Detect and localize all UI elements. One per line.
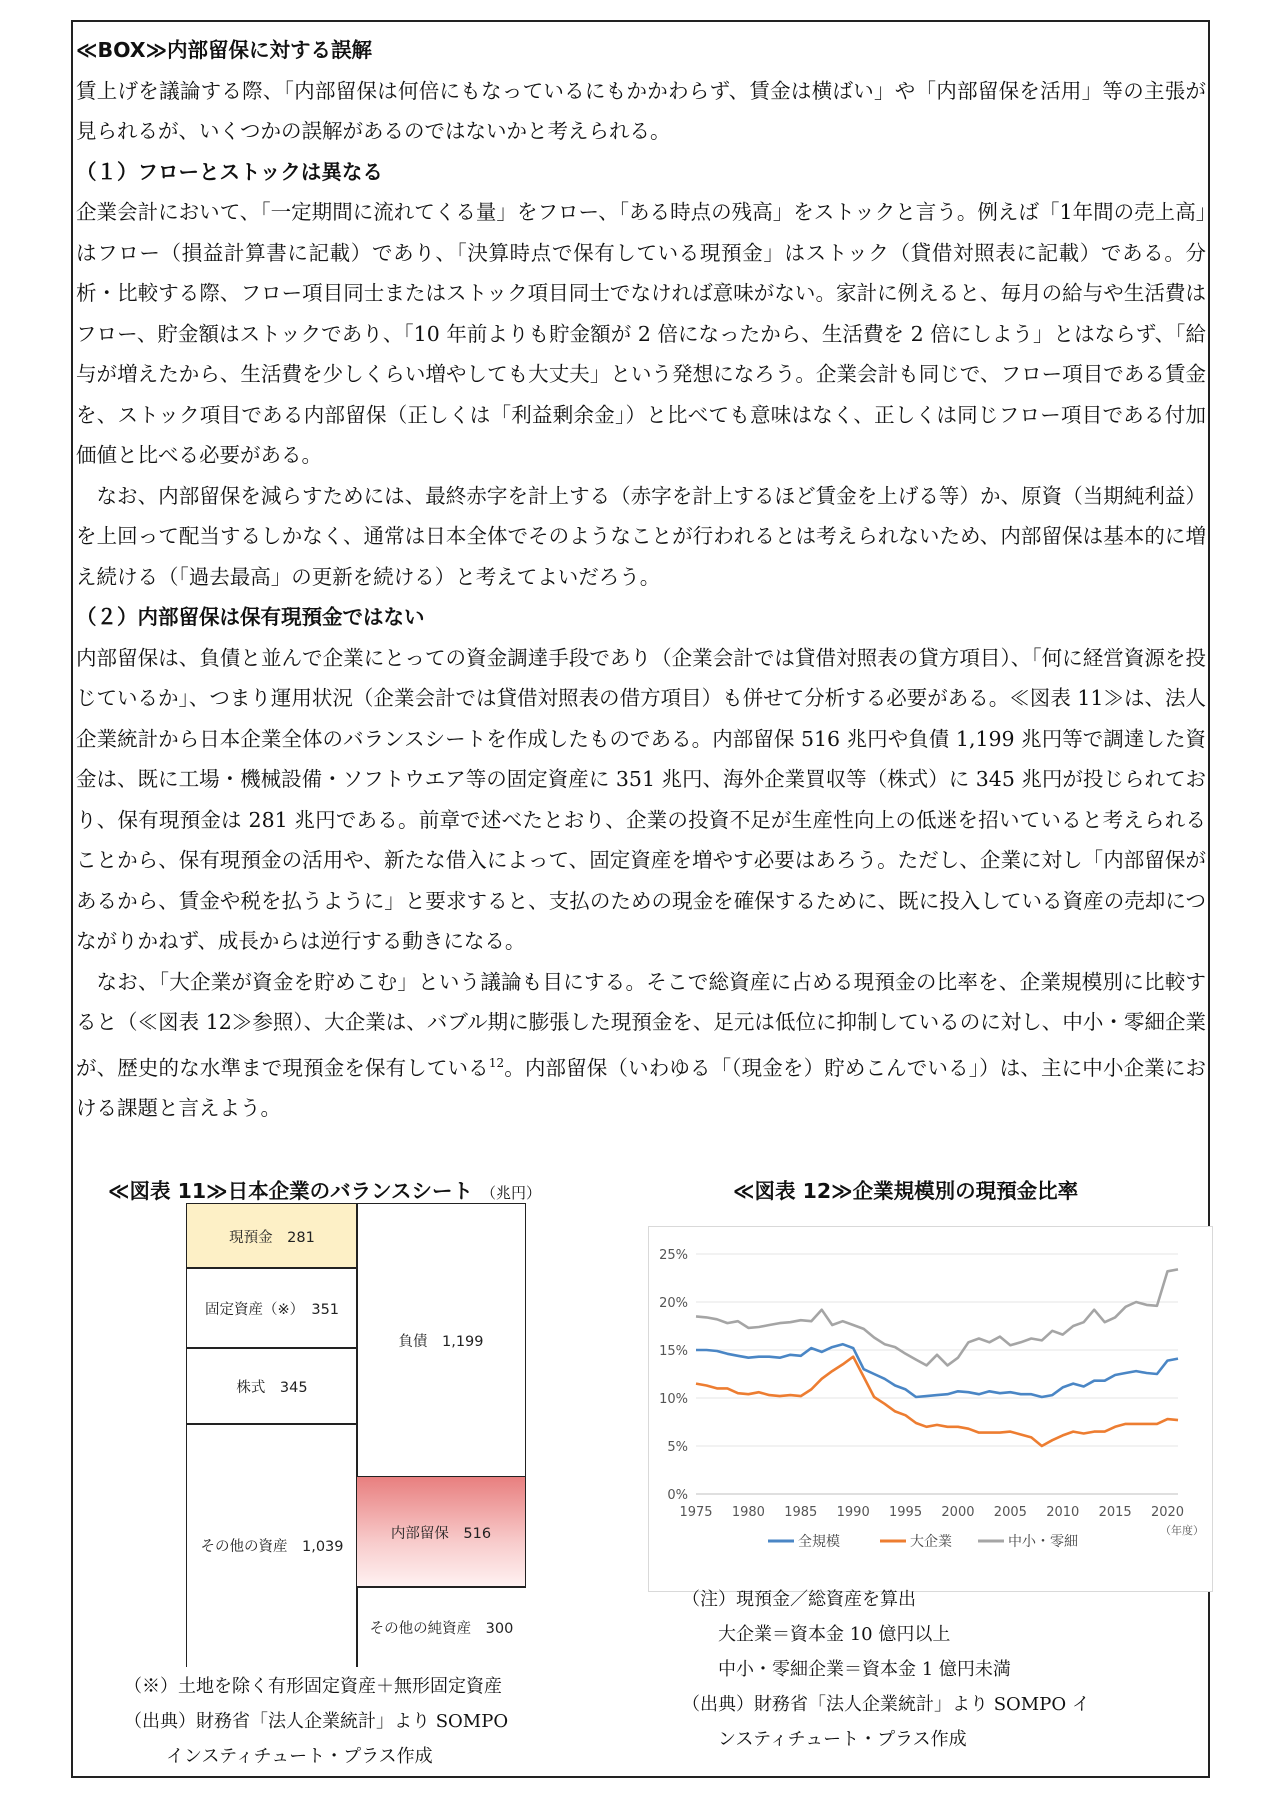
section1-paragraph2: なお、内部留保を減らすためには、最終赤字を計上する（赤字を計上するほど賃金を上げる等）か、原資（当期純利益）を上回って配当するしかなく、通常は日本全体でそのようなことが行われるとは考えられないため、内部留保は基本的に増え続ける（「過去最高」の更新を続ける）と考えてよいだろう。	[76, 483, 1206, 589]
x-axis-label: （年度）	[1160, 1524, 1204, 1537]
section1-paragraph1: 企業会計において、「一定期間に流れてくる量」をフロー、「ある時点の残高」をストックと言う。例えば「1年間の売上高」はフロー（損益計算書に記載）であり、「決算時点で保有している現預金」はストック（貸借対照表に記載）である。分析・比較する際、フロー項目同士またはストック項目同士でなければ意味がない。家計に例えると、毎月の給与や生活費はフロー、貯金額はストックであり、「10 年前よりも貯金額が 2 倍になったから、生活費を 2 倍にしよう」とはならず、「給与が増えたから、生活費を少しくらい増やしても大丈夫」という発想になろう。企業会計も同じで、フロー項目である賃金を、ストック項目である内部留保（正しくは「利益剰余金」）と比べても意味はなく、正しくは同じフロー項目である付加価値と比べる必要がある。	[76, 200, 1206, 467]
y-tick-label: 15%	[659, 1344, 688, 1359]
footnote-ref: 12	[488, 1055, 505, 1070]
x-tick-label: 1975	[679, 1505, 713, 1520]
x-tick-label: 1985	[784, 1505, 818, 1520]
fig11-title	[108, 1174, 541, 1204]
cash-ratio-chart	[648, 1226, 1213, 1592]
bs-other-assets: その他の資産 1,039	[186, 1423, 358, 1667]
legend-label-1: 全規模	[798, 1534, 840, 1550]
bs-retained-earnings: 内部留保 516	[356, 1476, 526, 1588]
x-tick-label: 1990	[836, 1505, 870, 1520]
x-tick-label: 1995	[889, 1505, 923, 1520]
box-body-text	[76, 30, 1206, 1128]
fig11-source-line1: （出典）財務省「法人企業統計」より SOMPO	[124, 1711, 509, 1732]
legend-label-3: 中小・零細	[1008, 1534, 1078, 1550]
fig12-title: ≪図表 12≫企業規模別の現預金比率	[733, 1179, 1079, 1203]
section1-title: （１）フローとストックは異なる	[76, 159, 383, 184]
section2-paragraph2-end: 。内部留保（いわゆる「（現金を）貯めこんでいる」）は、主に中小企業における課題と言えよう。	[76, 1055, 1207, 1120]
fig12-note: （注）現預金／総資産を算出	[682, 1589, 916, 1610]
fig12-note-small: 中小・零細企業＝資本金 1 億円未満	[718, 1659, 1011, 1680]
fig11-title-text: ≪図表 11≫日本企業のバランスシート	[108, 1179, 473, 1203]
fig11-unit: （兆円）	[480, 1184, 541, 1202]
section2-paragraph2	[76, 962, 1206, 1129]
y-tick-label: 0%	[667, 1488, 688, 1503]
bs-fixed-assets: 固定資産（※） 351	[186, 1267, 358, 1349]
fig12-source-line1: （出典）財務省「法人企業統計」より SOMPO イ	[682, 1694, 1090, 1715]
balance-sheet	[186, 1203, 526, 1667]
section2-paragraph2-text: なお、「大企業が資金を貯めこむ」という議論も目にする。そこで総資産に占める現預金の比率を、企業規模別に比較すると（≪図表 12≫参照）、大企業は、バブル期に膨張した現預金を、足元は低位に抑制しているのに対し、中小・零細企業が、歴史的な水準まで現預金を保有している	[76, 969, 1206, 1080]
section2-title: （２）内部留保は保有現預金ではない	[76, 605, 425, 629]
y-tick-label: 5%	[667, 1440, 688, 1455]
section2-paragraph1: 内部留保は、負債と並んで企業にとっての資金調達手段であり（企業会計では貸借対照表の貸方項目）、「何に経営資源を投じているか」、つまり運用状況（企業会計では貸借対照表の借方項目）も併せて分析する必要がある。≪図表 11≫は、法人企業統計から日本企業全体のバランスシートを作成したものである。内部留保 516 兆円や負債 1,199 兆円等で調達した資金は、既に工場・機械設備・ソフトウエア等の固定資産に 351 兆円、海外企業買収等（株式）に 345 兆円が投じられており、保有現預金は 281 兆円である。前章で述べたとおり、企業の投資不足が生産性向上の低迷を招いていると考えられることから、保有現預金の活用や、新たな借入によって、固定資産を増やす必要はあろう。ただし、企業に対し「内部留保があるから、賃金や税を払うように」と要求すると、支払のための現金を確保するために、既に投入している資産の売却につながりかねず、成長からは逆行する動きになる。	[76, 645, 1206, 953]
fig11-note: （※）土地を除く有形固定資産＋無形固定資産	[124, 1676, 502, 1697]
intro-paragraph: 賃上げを議論する際、「内部留保は何倍にもなっているにもかかわらず、賃金は横ばい」や「内部留保を活用」等の主張が見られるが、いくつかの誤解があるのではないかと考えられる。	[76, 78, 1206, 143]
x-tick-label: 2000	[941, 1505, 975, 1520]
fig12-source-line2: ンスティチュート・プラス作成	[718, 1729, 967, 1750]
x-tick-label: 2020	[1150, 1505, 1185, 1520]
x-tick-label: 2015	[1098, 1505, 1132, 1520]
bs-other-equity: その他の純資産 300	[356, 1586, 526, 1667]
y-tick-label: 25%	[659, 1248, 688, 1263]
box-heading: ≪BOX≫内部留保に対する誤解	[76, 38, 373, 62]
y-tick-label: 10%	[659, 1392, 688, 1407]
fig11-source-line2: インスティチュート・プラス作成	[166, 1746, 433, 1767]
x-tick-label: 1980	[731, 1505, 765, 1520]
x-tick-label: 2010	[1046, 1505, 1080, 1520]
bs-cash: 現預金 281	[186, 1203, 358, 1269]
legend-label-2: 大企業	[910, 1534, 952, 1550]
bs-liabilities: 負債 1,199	[356, 1203, 526, 1478]
line-chart-svg	[648, 1226, 1213, 1592]
y-tick-label: 20%	[659, 1296, 688, 1311]
fig12-note-large: 大企業＝資本金 10 億円以上	[718, 1624, 951, 1645]
x-tick-label: 2005	[993, 1505, 1027, 1520]
bs-stocks: 株式 345	[186, 1347, 358, 1425]
